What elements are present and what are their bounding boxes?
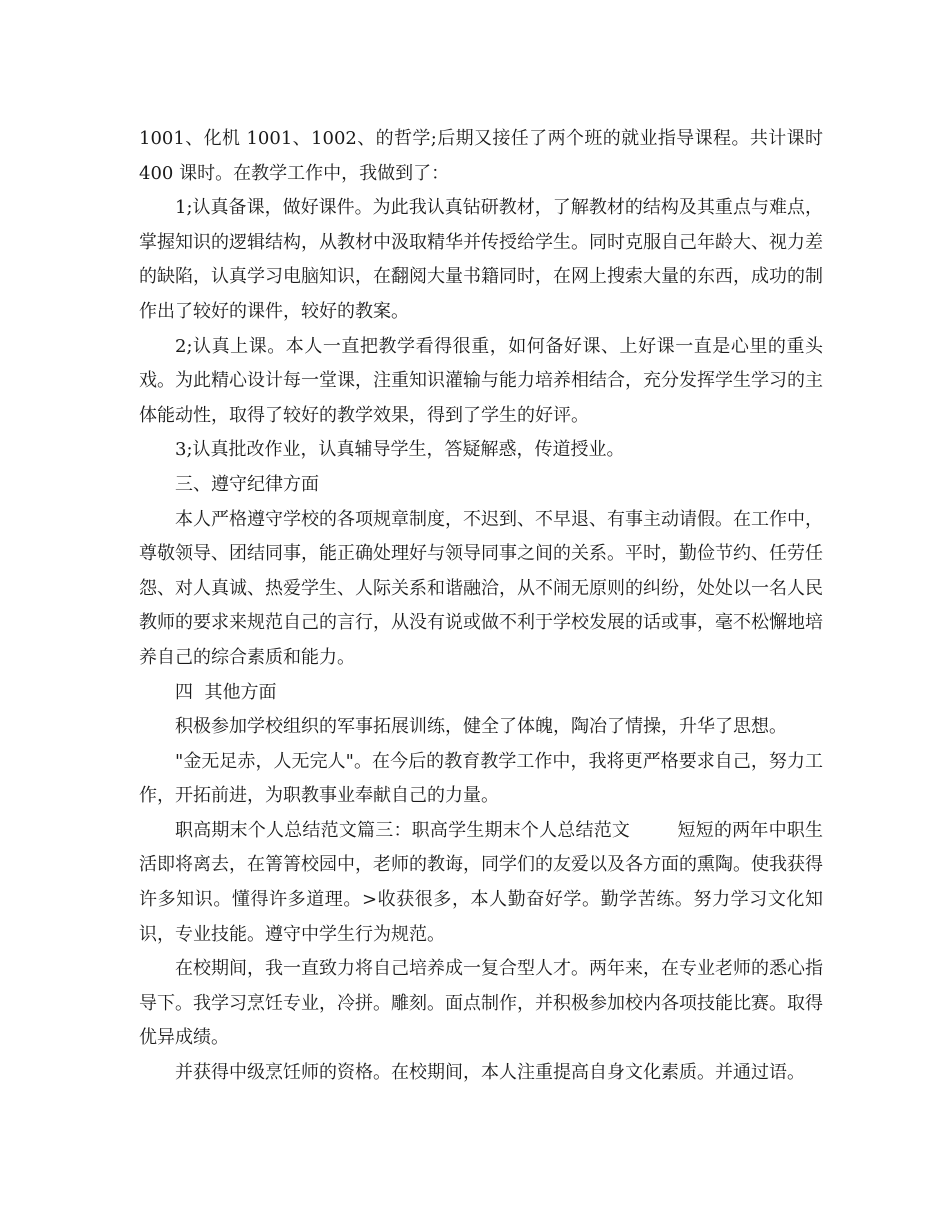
section-heading-discipline: 三、遵守纪律方面 <box>175 473 319 495</box>
paragraph-school-period: 在校期间，我一直致力将自己培养成一复合型人才。两年来，在专业老师的悉心指导下。我学习烹饪专业，冷拼。雕刻。面点制作，并积极参加校内各项技能比赛。取得优异成绩。 <box>139 958 823 1049</box>
paragraph-future: "金无足赤，人无完人"。在今后的教育教学工作中，我将更严格要求自己，努力工作，开拓前进，为职教事业奉献自己的力量。 <box>139 750 823 807</box>
paragraph-teaching: 2;认真上课。本人一直把教学看得很重，如何备好课、上好课一直是心里的重头戏。为此精心设计每一堂课，注重知识灌输与能力培养相结合，充分发挥学生学习的主体能动性，取得了较好的教学效果，得到了学生的好评。 <box>139 335 823 426</box>
paragraph-homework: 3;认真批改作业，认真辅导学生，答疑解惑，传道授业。 <box>175 439 625 461</box>
paragraph-discipline: 本人严格遵守学校的各项规章制度，不迟到、不早退、有事主动请假。在工作中，尊敬领导、团结同事，能正确处理好与领导同事之间的关系。平时，勤俭节约、任劳任怨、对人真诚、热爱学生、人际关系和谐融洽，从不闹无原则的纠纷，处处以一名人民教师的要求来规范自己的言行，从没有说或做不利于学校发展的话或事，毫不松懈地培养自己的综合素质和能力。 <box>139 508 823 668</box>
paragraph-training: 积极参加学校组织的军事拓展训练，健全了体魄，陶冶了情操，升华了思想。 <box>175 716 787 738</box>
paragraph-qualification: 并获得中级烹饪师的资格。在校期间，本人注重提高自身文化素质。并通过语。 <box>175 1062 805 1084</box>
paragraph-lesson-prep: 1;认真备课，做好课件。为此我认真钻研教材，了解教材的结构及其重点与难点，掌握知识的逻辑结构，从教材中汲取精华并传授给学生。同时克服自己年龄大、视力差的缺陷，认真学习电脑知识，在翻阅大量书籍同时，在网上搜索大量的东西，成功的制作出了较好的课件，较好的教案。 <box>139 197 823 322</box>
section-heading-other: 四 其他方面 <box>175 681 277 703</box>
paragraph-course-summary: 1001、化机 1001、1002、的哲学;后期又接任了两个班的就业指导课程。共计课时 400 课时。在教学工作中，我做到了： <box>139 128 823 184</box>
document-body <box>139 122 823 1091</box>
paragraph-article-three: 职高期末个人总结范文篇三：职高学生期末个人总结范文 短短的两年中职生活即将离去，在箐箐校园中，老师的教诲，同学们的友爱以及各方面的熏陶。使我获得许多知识。懂得许多道理。>收获很多，本人勤奋好学。勤学苦练。努力学习文化知识，专业技能。遵守中学生行为规范。 <box>139 819 823 945</box>
